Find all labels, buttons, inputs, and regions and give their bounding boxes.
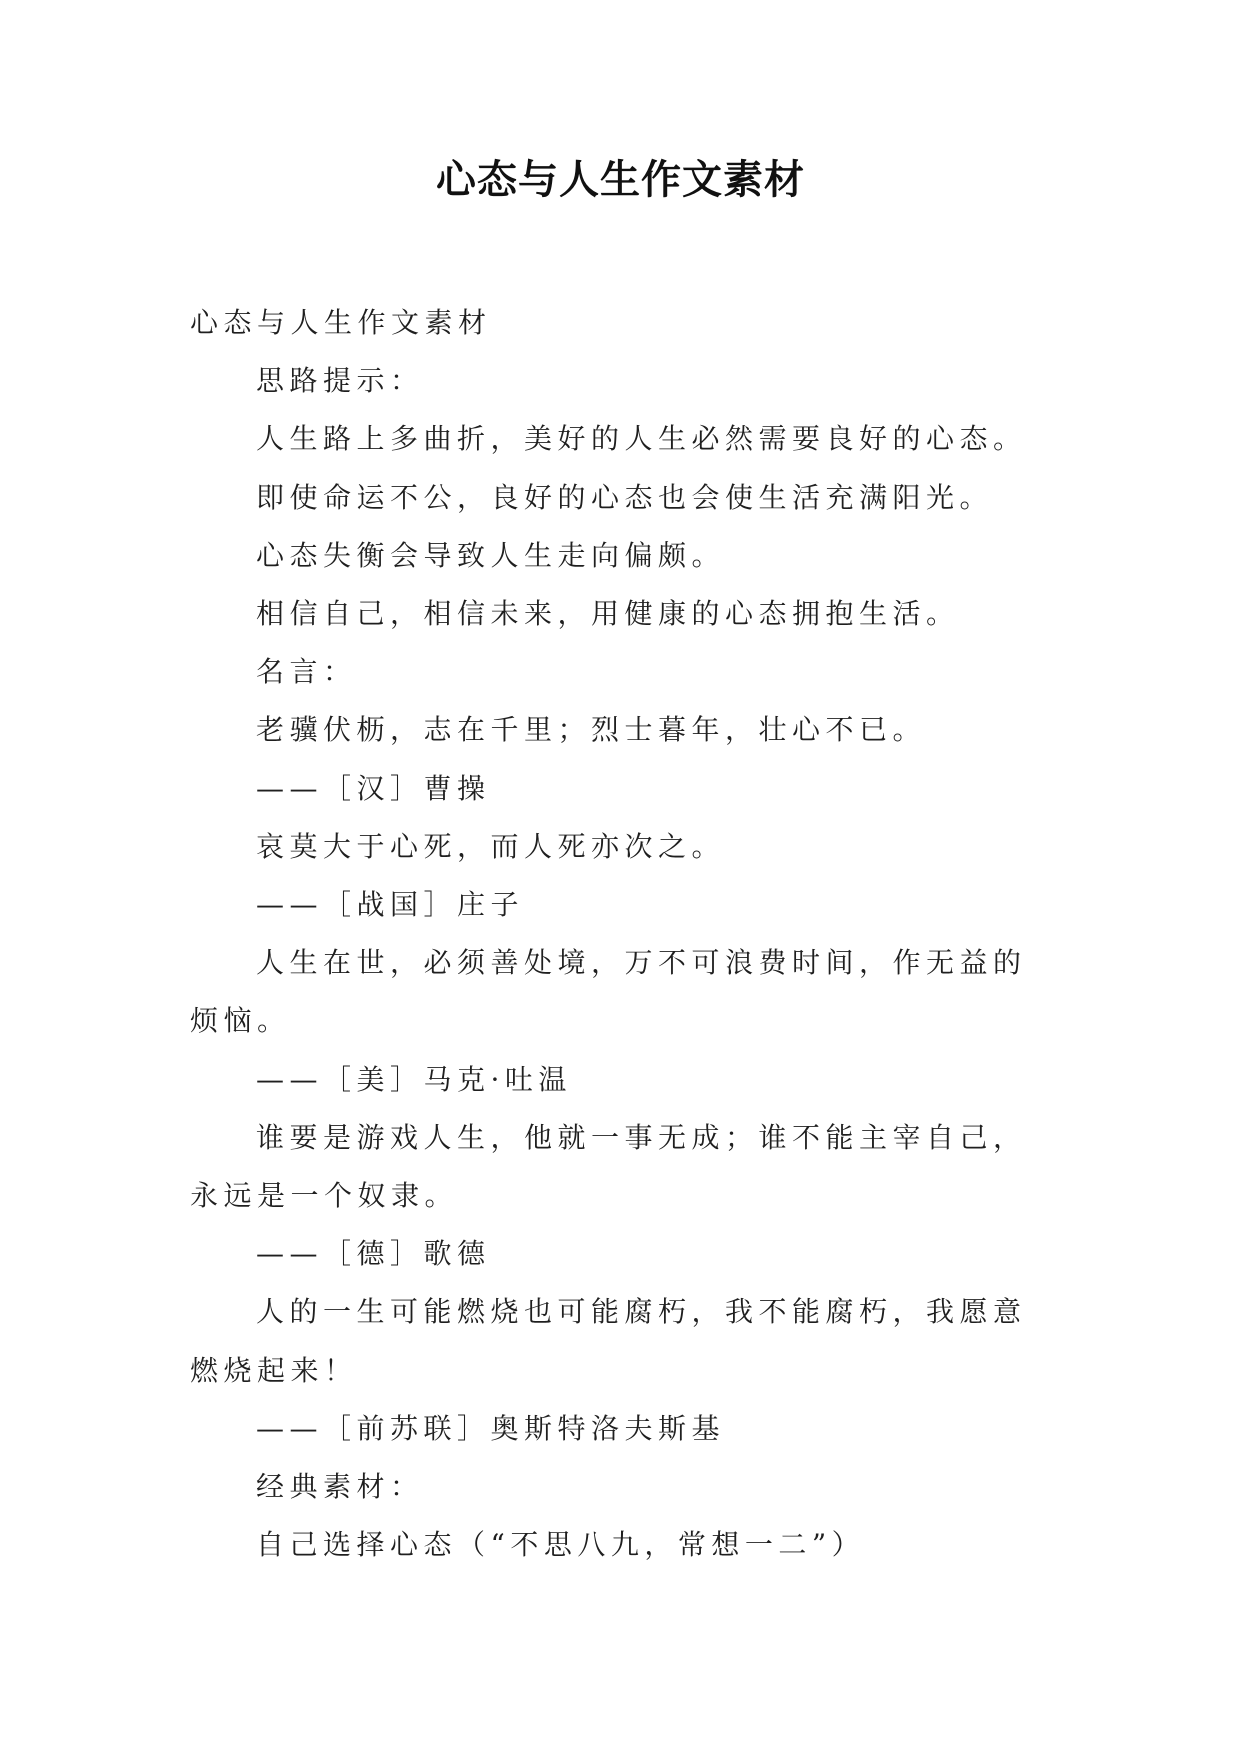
paragraph: 心态失衡会导致人生走向偏颇。 <box>256 538 726 572</box>
quote: 哀莫大于心死，而人死亦次之。 <box>256 829 726 863</box>
quote: 老骥伏枥，志在千里；烈士暮年，壮心不已。 <box>256 713 927 747</box>
quote-attribution: ——［汉］曹操 <box>256 771 491 805</box>
quote-attribution: ——［美］马克·吐温 <box>256 1062 572 1096</box>
section-label-materials: 经典素材： <box>256 1470 424 1504</box>
paragraph: 即使命运不公，良好的心态也会使生活充满阳光。 <box>256 480 994 514</box>
paragraph-heading: 心态与人生作文素材 <box>190 306 492 339</box>
paragraph: 相信自己，相信未来，用健康的心态拥抱生活。 <box>256 597 960 631</box>
paragraph: 自己选择心态（“不思八九，常想一二”） <box>256 1528 866 1562</box>
quote: 人生在世，必须善处境，万不可浪费时间，作无益的烦恼。 <box>190 946 1027 1038</box>
paragraph: 人生路上多曲折，美好的人生必然需要良好的心态。 <box>256 422 1027 456</box>
document-body <box>190 294 1052 1574</box>
document-title: 心态与人生作文素材 <box>436 156 805 203</box>
section-label-ideas: 思路提示： <box>256 364 424 398</box>
quote-attribution: ——［德］歌德 <box>256 1237 491 1271</box>
quote-attribution: ——［战国］庄子 <box>256 888 525 922</box>
section-label-quotes: 名言： <box>256 655 357 689</box>
quote: 人的一生可能燃烧也可能腐朽，我不能腐朽，我愿意燃烧起来！ <box>190 1295 1027 1387</box>
quote-attribution: ——［前苏联］奥斯特洛夫斯基 <box>256 1411 726 1445</box>
quote: 谁要是游戏人生，他就一事无成；谁不能主宰自己，永远是一个奴隶。 <box>190 1120 1027 1213</box>
